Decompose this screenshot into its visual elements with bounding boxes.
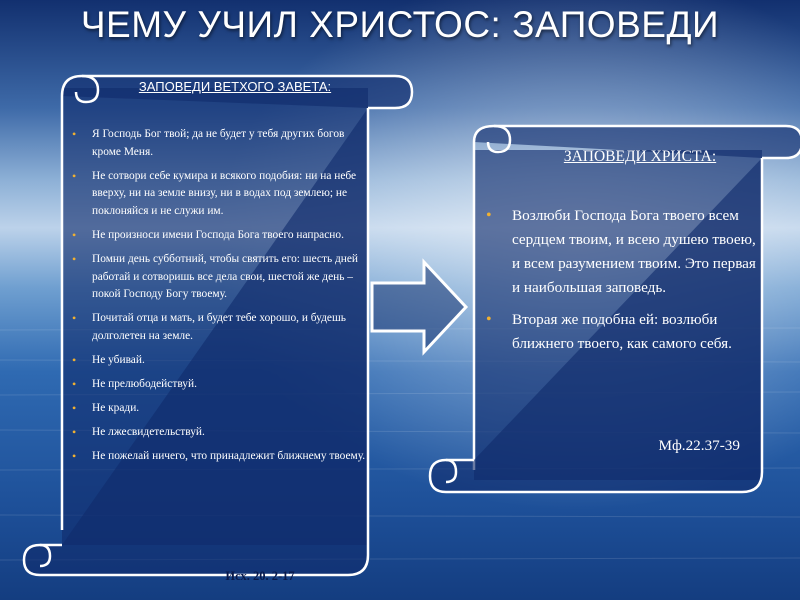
- list-item: • Помни день субботний, чтобы святить его: шесть дней работай и сотворишь все дела свои, шестой же день – покой Господу Богу твоему.: [72, 251, 368, 304]
- list-item: • Возлюби Господа Бога твоего всем сердцем твоим, и всею душею твоею, и всем разумением твоим. Это первая и наибольшая заповедь.: [486, 204, 756, 300]
- old-testament-reference: Исх. 20. 2-17: [225, 569, 295, 583]
- old-testament-list: [72, 126, 368, 473]
- list-item: • Не сотвори себе кумира и всякого подобия: ни на небе вверху, ни на земле внизу, ни в водах под землею; не поклоняйся и не служи им.: [72, 168, 368, 221]
- list-item: • Вторая же подобна ей: возлюби ближнего твоего, как самого себя.: [486, 308, 756, 356]
- christ-commandments-heading: ЗАПОВЕДИ ХРИСТА:: [563, 148, 717, 165]
- old-testament-heading: ЗАПОВЕДИ ВЕТХОГО ЗАВЕТА:: [138, 79, 332, 94]
- christ-commandments-reference: Мф.22.37-39: [658, 437, 740, 454]
- list-item: • Не убивай.: [72, 352, 368, 370]
- list-item: • Не пожелай ничего, что принадлежит ближнему твоему.: [72, 448, 368, 466]
- list-item: • Не произноси имени Господа Бога твоего напрасно.: [72, 227, 368, 245]
- list-item: • Не прелюбодействуй.: [72, 376, 368, 394]
- list-item: • Не лжесвидетельствуй.: [72, 424, 368, 442]
- christ-commandments-list: [486, 204, 756, 364]
- list-item: • Не кради.: [72, 400, 368, 418]
- arrow-right-outline-icon: [372, 262, 466, 352]
- list-item: • Я Господь Бог твой; да не будет у тебя других богов кроме Меня.: [72, 126, 368, 161]
- list-item: • Почитай отца и мать, и будет тебе хорошо, и будешь долголетен на земле.: [72, 310, 368, 345]
- slide-title: ЧЕМУ УЧИЛ ХРИСТОС: ЗАПОВЕДИ: [80, 4, 720, 45]
